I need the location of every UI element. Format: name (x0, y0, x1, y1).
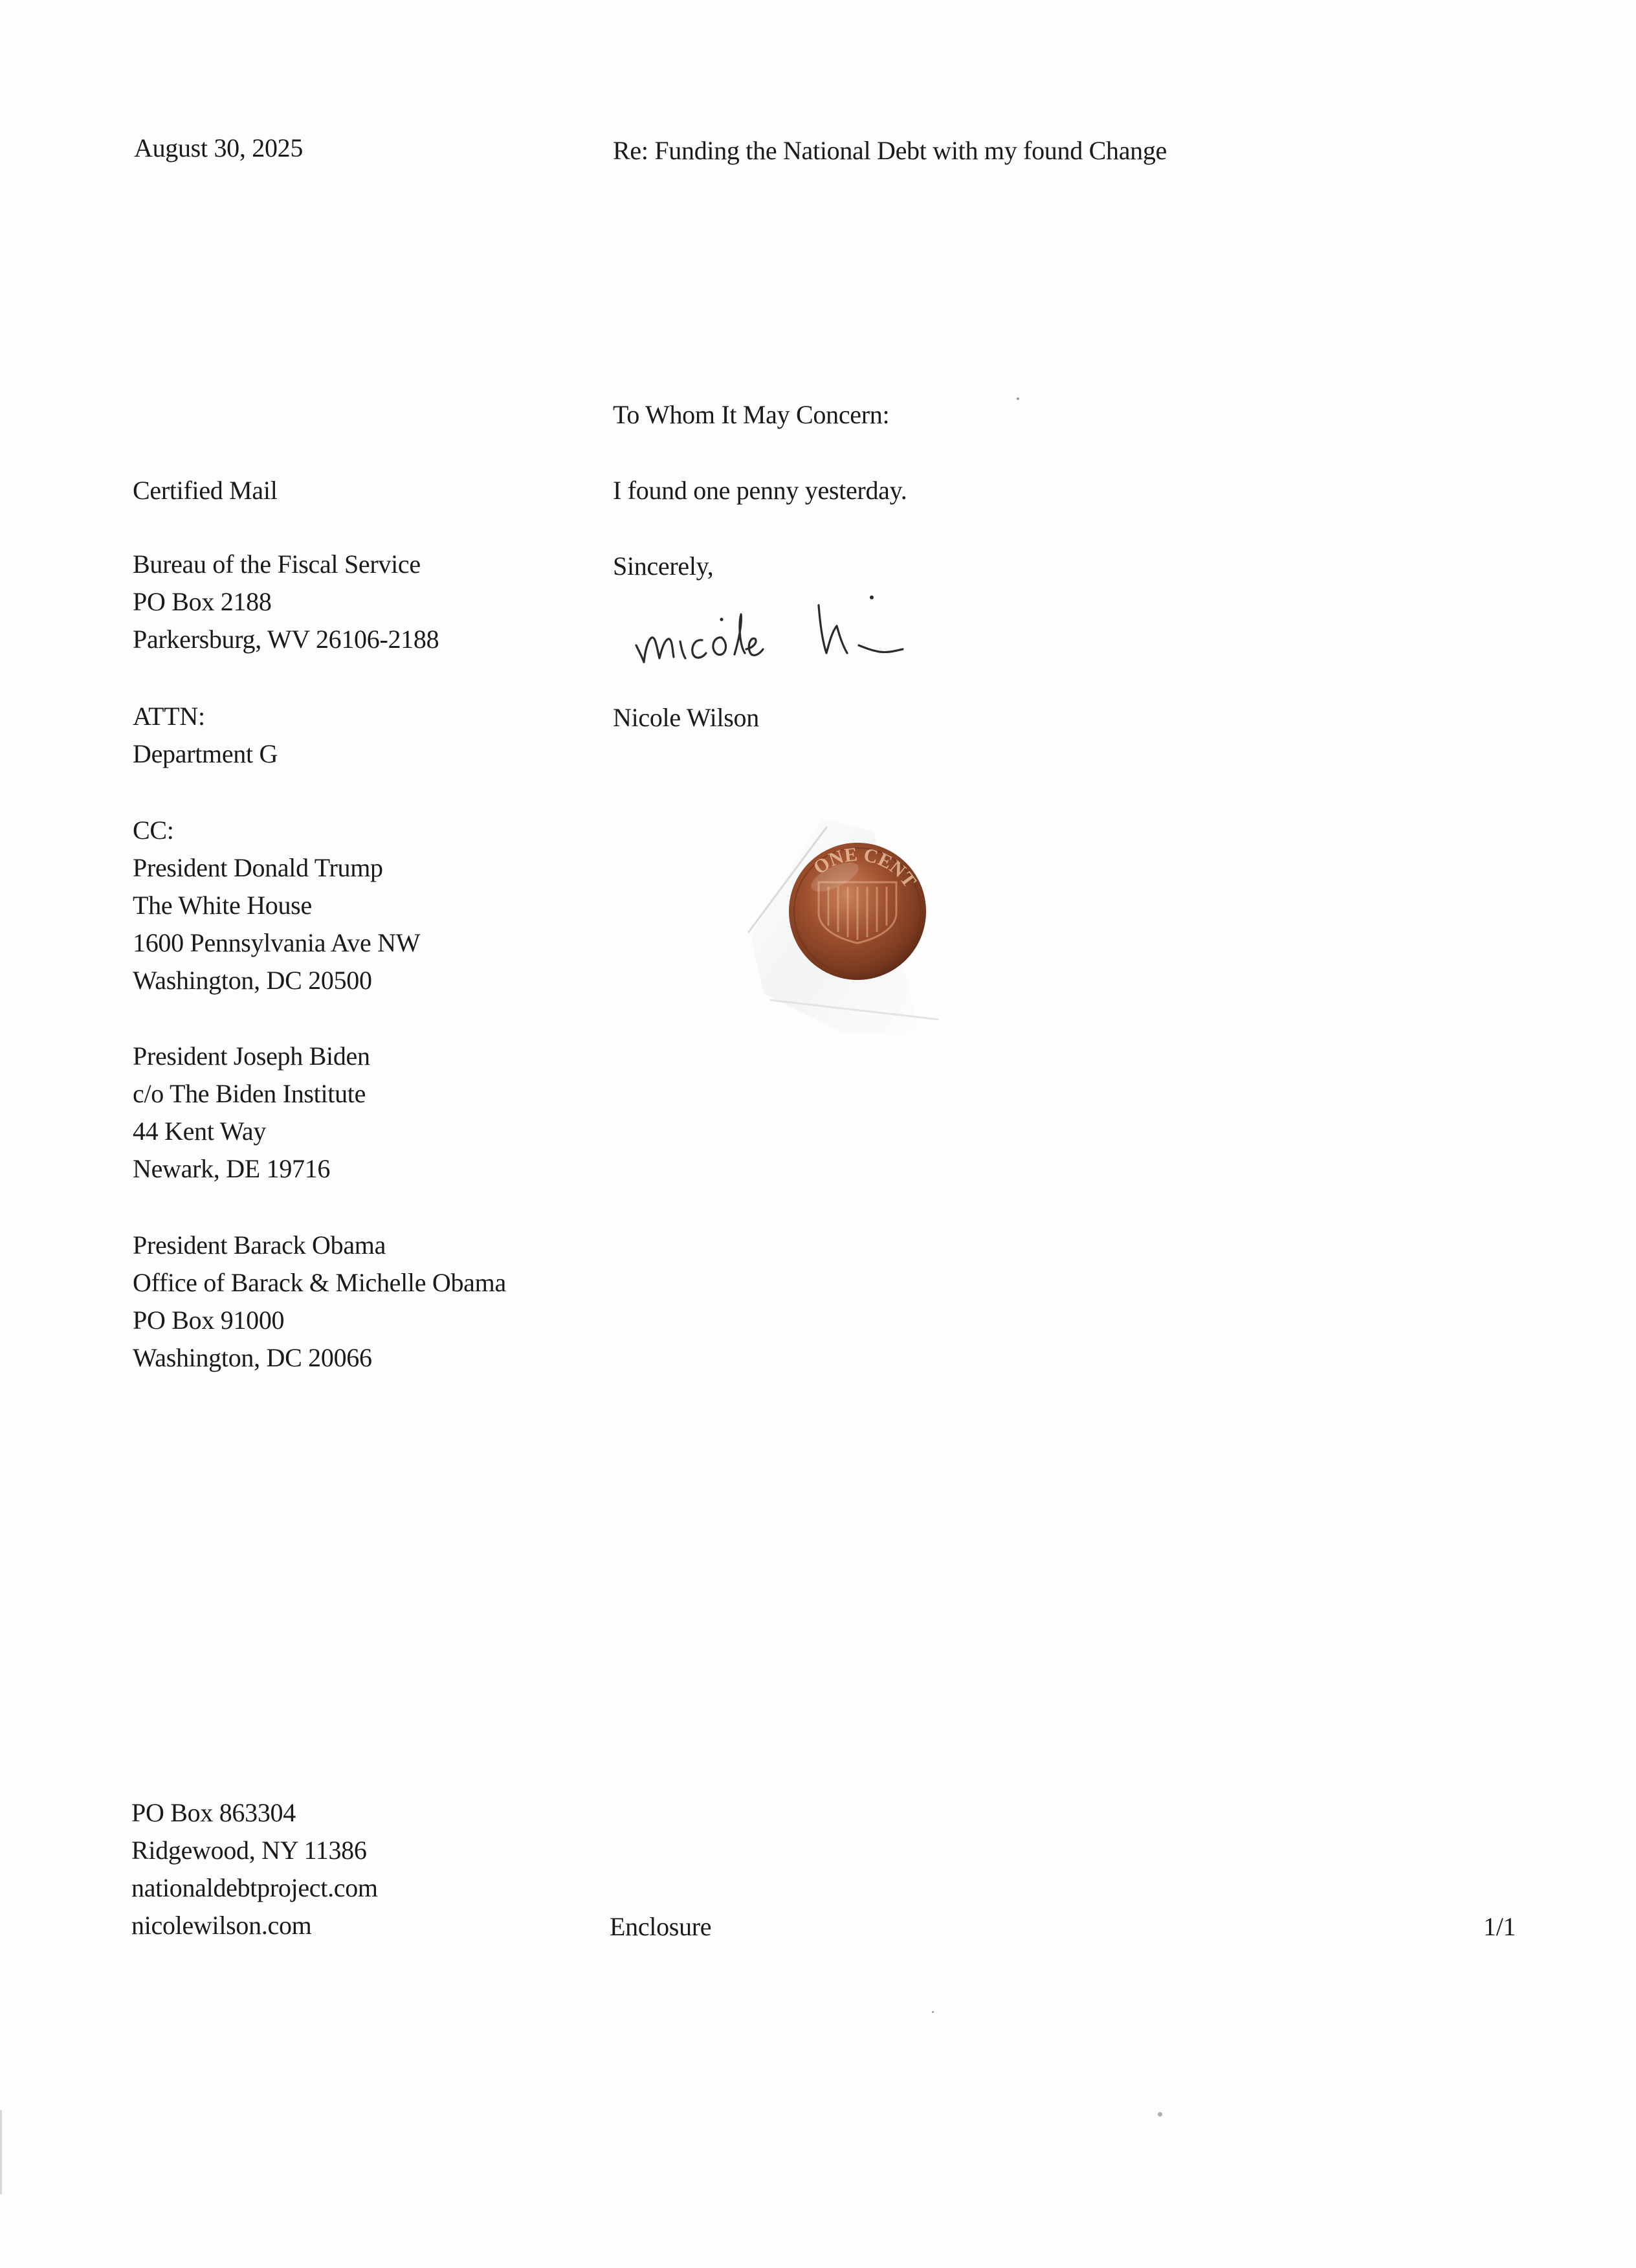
cc-recipient-obama (133, 1227, 506, 1377)
cc-line: Office of Barack & Michelle Obama (133, 1268, 506, 1297)
letter-body: I found one penny yesterday. (613, 476, 907, 505)
cc-recipient-biden (133, 1038, 370, 1188)
salutation: To Whom It May Concern: (613, 400, 890, 429)
penny-enclosure (725, 806, 958, 1039)
recipient-address (133, 546, 439, 658)
return-address-line: PO Box 863304 (131, 1798, 296, 1827)
attn-department: Department G (133, 739, 278, 768)
scan-speck (1017, 397, 1019, 400)
cc-line: President Barack Obama (133, 1230, 386, 1260)
website-link[interactable]: nationaldebtproject.com (131, 1873, 378, 1902)
signer-name: Nicole Wilson (613, 703, 759, 732)
scan-speck (932, 2011, 934, 2013)
scan-edge-mark (0, 2110, 2, 2194)
return-address (131, 1794, 378, 1944)
cc-line: Newark, DE 19716 (133, 1154, 331, 1183)
attention-block (133, 698, 278, 773)
cc-line: Washington, DC 20066 (133, 1343, 372, 1372)
cc-line: President Donald Trump (133, 853, 383, 882)
closing: Sincerely, (613, 551, 714, 581)
cc-line: Washington, DC 20500 (133, 966, 372, 995)
cc-line: The White House (133, 891, 312, 920)
coin-text: ONE CENT (809, 843, 921, 892)
cc-recipient-trump (133, 849, 420, 999)
scan-speck (1158, 2112, 1162, 2117)
return-address-line: Ridgewood, NY 11386 (131, 1836, 367, 1865)
cc-line: c/o The Biden Institute (133, 1079, 366, 1108)
certified-mail-label: Certified Mail (133, 476, 278, 505)
address-line: Parkersburg, WV 26106-2188 (133, 625, 439, 654)
address-line: Bureau of the Fiscal Service (133, 550, 421, 579)
handwritten-signature (631, 586, 929, 683)
cc-line: PO Box 91000 (133, 1306, 285, 1335)
letter-date: August 30, 2025 (134, 133, 304, 162)
attn-label: ATTN: (133, 702, 205, 731)
cc-line: 1600 Pennsylvania Ave NW (133, 928, 421, 957)
cc-line: 44 Kent Way (133, 1117, 267, 1146)
enclosure-label: Enclosure (610, 1912, 712, 1941)
letter-subject: Re: Funding the National Debt with my found Change (613, 136, 1167, 165)
cc-line: President Joseph Biden (133, 1041, 370, 1071)
website-link[interactable]: nicolewilson.com (131, 1911, 312, 1940)
page-number: 1/1 (1483, 1912, 1516, 1941)
cc-label: CC: (133, 816, 174, 845)
address-line: PO Box 2188 (133, 587, 272, 616)
